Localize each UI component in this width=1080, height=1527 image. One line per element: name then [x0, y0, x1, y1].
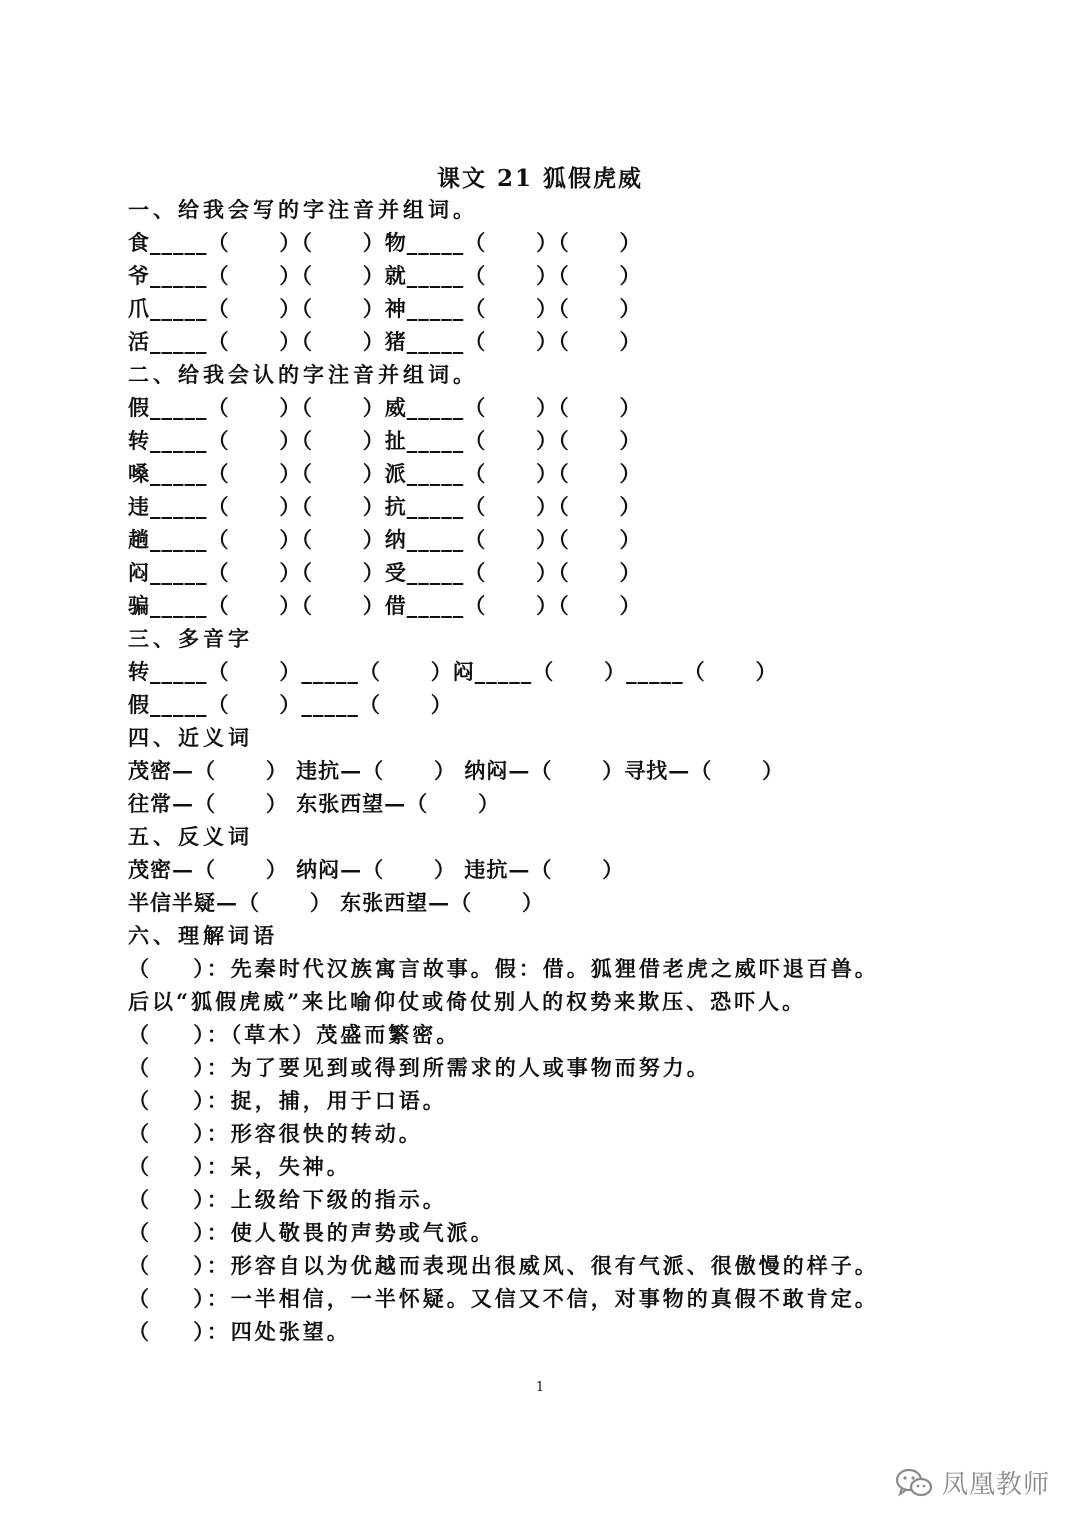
definition-line: （ ）：为了要见到或得到所需求的人或事物而努力。: [128, 1055, 711, 1080]
section-heading: 五、反义词: [128, 824, 253, 849]
exercise-line: 活_____（ ）（ ）猪_____（ ）（ ）: [128, 329, 642, 354]
definition-line: 后以“狐假虎威”来比喻仰仗或倚仗别人的权势来欺压、恐吓人。: [128, 989, 807, 1014]
exercise-line: 爪_____（ ）（ ）神_____（ ）（ ）: [128, 296, 642, 321]
definition-line: （ ）：先秦时代汉族寓言故事。假：借。狐狸借老虎之威吓退百兽。: [128, 956, 879, 981]
exercise-line: 违_____（ ）（ ）抗_____（ ）（ ）: [128, 494, 642, 519]
worksheet-content: [128, 193, 968, 1348]
exercise-line: 嗓_____（ ）（ ）派_____（ ）（ ）: [128, 461, 642, 486]
section-heading: 一、给我会写的字注音并组词。: [128, 197, 478, 222]
definition-line: （ ）：上级给下级的指示。: [128, 1187, 447, 1212]
section-heading: 四、近义词: [128, 725, 253, 750]
exercise-line: 茂密—（ ） 违抗—（ ） 纳闷—（ ）寻找—（ ）: [128, 758, 785, 783]
definition-line: （ ）：四处张望。: [128, 1319, 351, 1344]
exercise-line: 假_____（ ）（ ）威_____（ ）（ ）: [128, 395, 642, 420]
definition-line: （ ）：（草木）茂盛而繁密。: [128, 1022, 461, 1047]
section-heading: 三、多音字: [128, 626, 253, 651]
watermark-text: 凤凰教师: [941, 1470, 1050, 1500]
definition-line: （ ）：呆，失神。: [128, 1154, 351, 1179]
wechat-icon: [894, 1467, 934, 1499]
exercise-line: 骗_____（ ）（ ）借_____（ ）（ ）: [128, 593, 642, 618]
watermark: [894, 1464, 1050, 1501]
section-heading: 六、理解词语: [128, 923, 278, 948]
exercise-line: 茂密—（ ） 纳闷—（ ） 违抗—（ ）: [128, 857, 625, 882]
exercise-line: 往常—（ ） 东张西望—（ ）: [128, 791, 501, 816]
exercise-line: 食_____（ ）（ ）物_____（ ）（ ）: [128, 230, 642, 255]
definition-line: （ ）：形容自以为优越而表现出很威风、很有气派、很傲慢的样子。: [128, 1253, 879, 1278]
section-heading: 二、给我会认的字注音并组词。: [128, 362, 478, 387]
exercise-line: 闷_____（ ）（ ）受_____（ ）（ ）: [128, 560, 642, 585]
exercise-line: 趟_____（ ）（ ）纳_____（ ）（ ）: [128, 527, 642, 552]
exercise-line: 转_____（ ）_____（ ）闷_____（ ）_____（ ）: [128, 659, 778, 684]
definition-line: （ ）：捉，捕，用于口语。: [128, 1088, 447, 1113]
exercise-line: 转_____（ ）（ ）扯_____（ ）（ ）: [128, 428, 642, 453]
exercise-line: 爷_____（ ）（ ）就_____（ ）（ ）: [128, 263, 642, 288]
worksheet-title: 课文 21 狐假虎威: [436, 165, 644, 192]
exercise-line: 半信半疑—（ ） 东张西望—（ ）: [128, 890, 545, 915]
definition-line: （ ）：形容很快的转动。: [128, 1121, 423, 1146]
definition-line: （ ）：一半相信，一半怀疑。又信又不信，对事物的真假不敢肯定。: [128, 1286, 879, 1311]
definition-line: （ ）：使人敬畏的声势或气派。: [128, 1220, 495, 1245]
page-number: 1: [535, 1380, 545, 1395]
exercise-line: 假_____（ ）_____（ ）: [128, 692, 453, 717]
